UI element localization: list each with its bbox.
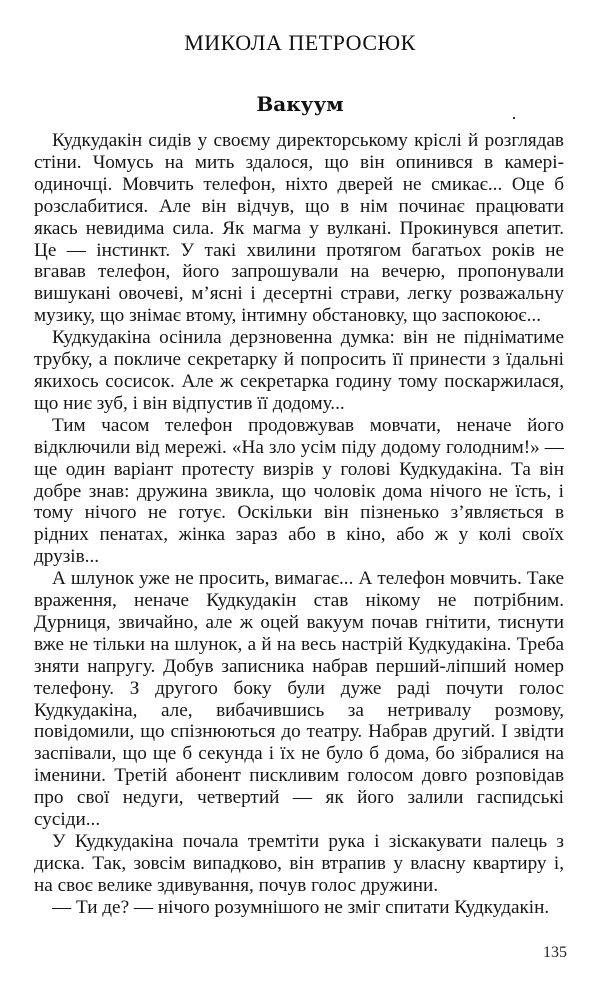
paragraph: Кудкудакіна осінила дерзновенна думка: він не підніматиме трубку, а покличе секретарку й попросить її принести з їдальні якихось сосисок. Але ж секретарка годину тому поскаржилася, що ниє зуб, і він відпустив її додому...	[34, 327, 564, 414]
story-title: Вакуум	[256, 92, 344, 116]
author-name: МИКОЛА ПЕТРОСЮК	[184, 30, 416, 55]
paragraph: — Ти де? — нічого розумнішого не зміг спитати Кудкудакін.	[52, 896, 550, 918]
paragraph: У Кудкудакіна почала тремтіти рука і зіскакувати палець з диска. Так, зовсім випадково, він втрапив у власну квартиру і, на своє велике здивування, почув голос дружини.	[34, 831, 564, 896]
page-number: 135	[543, 944, 567, 961]
paragraph: Кудкудакін сидів у своєму директорському кріслі й розглядав стіни. Чомусь на мить здалося, що він опинився в камері-одиночці. Мовчить телефон, ніхто дверей не смикає... Оце б розслабитися. Але він відчув, що в нім починає працювати якась невидима сила. Як магма у вулкані. Прокинувся апетит. Це — інстинкт. У такі хвилини протягом багатьох років не вгавав телефон, його запрошували на вечерю, пропонували вишукані овочеві, м’ясні і десертні страви, легку розважальну музику, що знімає втому, інтимну обстановку, що заспокоює...	[34, 130, 564, 327]
scan-speck	[513, 117, 515, 119]
story-body	[34, 130, 564, 919]
paragraph: А шлунок уже не просить, вимагає... А телефон мовчить. Таке враження, неначе Кудкудакін став нікому не потрібним. Дурниця, звичайно, але ж оцей вакуум почав гнітити, тиснути вже не тільки на шлунок, а й на весь настрій Кудкудакіна. Треба зняти напругу. Добув записника набрав перший-ліпший номер телефону. З другого боку були дуже раді почути голос Кудкудакіна, але, вибачившись за нетривалу розмову, повідомили, що спізнюються до театру. Набрав другий. І звідти заспівали, що ще б секунда і їх не було б дома, бо зібралися на іменини. Третій абонент пискливим голосом довго розповідав про свої недуги, четвертий — як його залили гаспидські сусіди...	[34, 568, 564, 831]
paragraph: Тим часом телефон продовжував мовчати, неначе його відключили від мережі. «На зло усім піду додому голодним!» — ще один варіант протесту визрів у голові Кудкудакіна. Та він добре знав: дружина звикла, що чоловік дома нічого не їсть, і тому нічого не готує. Оскільки він пізненько з’являється в рідних пенатах, жінка зараз або в кіно, або ж у колі своїх друзів...	[34, 414, 564, 568]
